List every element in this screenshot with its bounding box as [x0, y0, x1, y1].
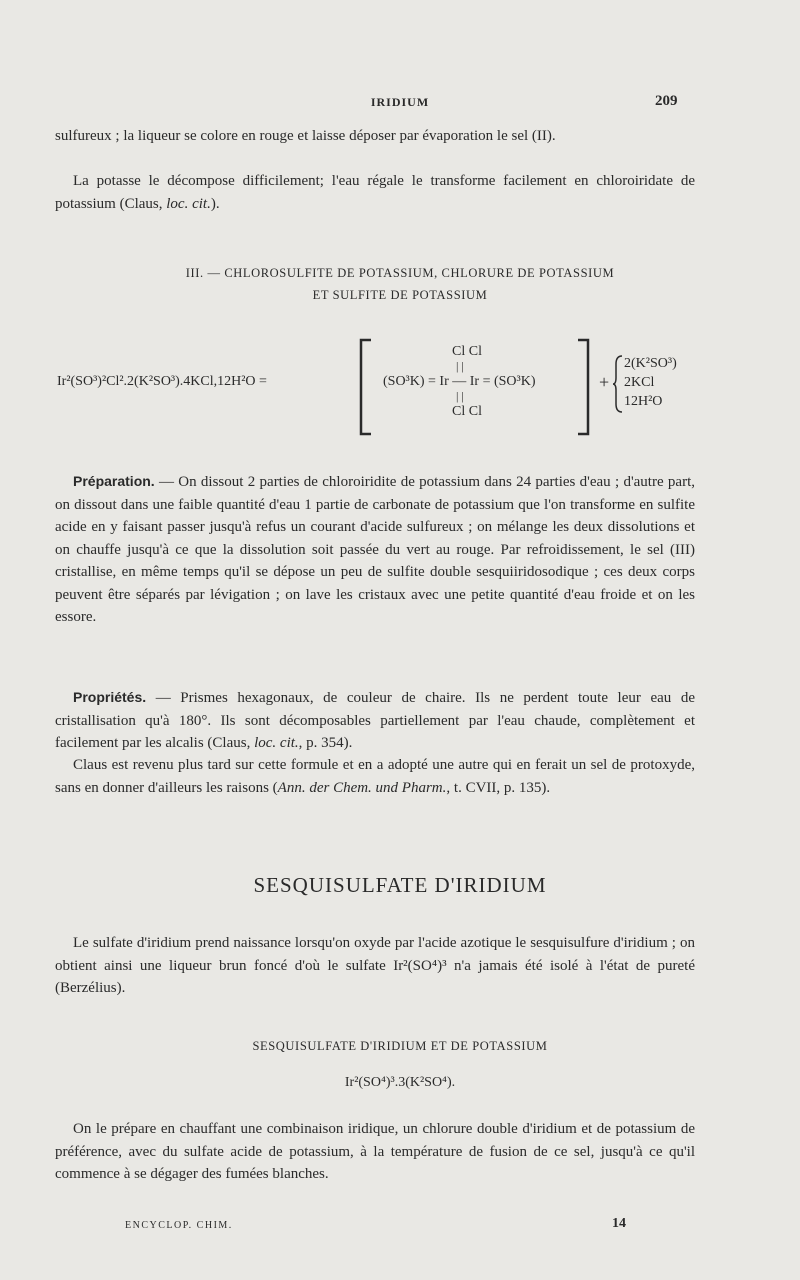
right-brace-icon	[612, 354, 624, 414]
paragraph-proprietes	[55, 686, 695, 755]
equation-bars-bottom: | |	[456, 389, 464, 403]
paragraph-potasse: La potasse le décompose difficilement; l'eau régale le transforme facilement en chloroiridate de potassium (Claus, loc. cit.).	[55, 173, 695, 212]
paragraph-claus	[55, 754, 695, 799]
equation-right2: 2KCl	[624, 375, 655, 390]
equation-plus: +	[599, 372, 610, 392]
formula-sesquisulfate-potassium: Ir²(SO⁴)³.3(K²SO⁴).	[344, 1075, 456, 1090]
paragraph-sesquisulfate-potassium: On le prépare en chauffant une combinaison iridique, un chlorure double d'iridium et de potassium de préférence, avec du sulfate acide de potassium, à la température de fusion de ce sel, jusqu'à ce qu'il commence à se dégager des fumées blanches.	[55, 1121, 695, 1182]
preparation-text: — On dissout 2 parties de chloroiridite de potassium dans 24 parties d'eau ; d'autre part, on dissout dans une faible quantité d'eau 1 partie de carbonate de potassium que l'on transforme en sulfite acide en y faisant passer jusqu'à refus un courant d'acide sulfureux ; on mélange les deux dissolutions et on chauffe jusqu'à ce que la dissolution soit passée du vert au rouge. Par refroidissement, le sel (III) cristallise, en même temps qu'il se dépose un peu de sulfite double sesquiiridosodique ; ces deux corps peuvent être séparés par lévigation ; on lave les cristaux avec une petite quantité d'eau froide et on les essore.	[55, 474, 695, 625]
footer-encyclopedia: ENCYCLOP. CHIM.	[125, 1220, 233, 1231]
left-bracket-icon	[357, 338, 377, 436]
running-header: IRIDIUM	[370, 95, 430, 109]
paragraph-preparation	[55, 470, 695, 629]
footer-signature: 14	[612, 1216, 626, 1231]
section-title-sesquisulfate: SESQUISULFATE D'IRIDIUM	[253, 873, 547, 897]
preparation-lead: Préparation.	[73, 473, 155, 489]
equation-left: Ir²(SO³)²Cl².2(K²SO³).4KCl,12H²O =	[57, 374, 267, 389]
section-title-line2: ET SULFITE DE POTASSIUM	[312, 288, 488, 302]
proprietes-citation: loc. cit.	[254, 735, 299, 751]
section-title-line1: III. — CHLOROSULFITE DE POTASSIUM, CHLORURE DE POTASSIUM	[185, 266, 615, 280]
claus-citation: Ann. der Chem. und Pharm.	[277, 779, 447, 796]
page-number: 209	[655, 93, 678, 109]
proprietes-citation-rest: , p. 354).	[298, 735, 353, 751]
proprietes-text: — Prismes hexagonaux, de couleur de chaire. Ils ne perdent toute leur eau de cristallisation qu'à 180°. Ils sont décomposables partiellement par l'eau chaude, complètement et facilement par les alcalis (Claus,	[55, 690, 695, 751]
paragraph-continuation: sulfureux ; la liqueur se colore en rouge et laisse déposer par évaporation le sel (II).	[55, 128, 556, 144]
equation-right3: 12H²O	[624, 394, 663, 409]
paragraph-sesquisulfate: Le sulfate d'iridium prend naissance lorsqu'on oxyde par l'acide azotique le sesquisulfure d'iridium ; on obtient ainsi une liqueur brun foncé d'où le sulfate Ir²(SO⁴)³ n'a jamais été isolé à l'état de pureté (Berzélius).	[55, 935, 695, 996]
equation-cl-bottom: Cl Cl	[452, 404, 482, 419]
equation-bars-top: | |	[456, 359, 464, 373]
equation-right1: 2(K²SO³)	[624, 356, 677, 371]
claus-text-a: Claus est revenu plus tard sur cette formule et en a adopté une autre qui en ferait un sel de protoxyde, sans en donner d'ailleurs les raisons (	[55, 757, 695, 796]
section-title-sesquisulfate-potassium: SESQUISULFATE D'IRIDIUM ET DE POTASSIUM	[252, 1039, 548, 1053]
claus-text-b: , t. CVII, p. 135).	[446, 779, 551, 796]
equation-cl-top: Cl Cl	[452, 344, 482, 359]
right-bracket-icon	[572, 338, 592, 436]
proprietes-lead: Propriétés.	[73, 689, 147, 705]
equation-middle: (SO³K) = Ir — Ir = (SO³K)	[383, 374, 536, 389]
